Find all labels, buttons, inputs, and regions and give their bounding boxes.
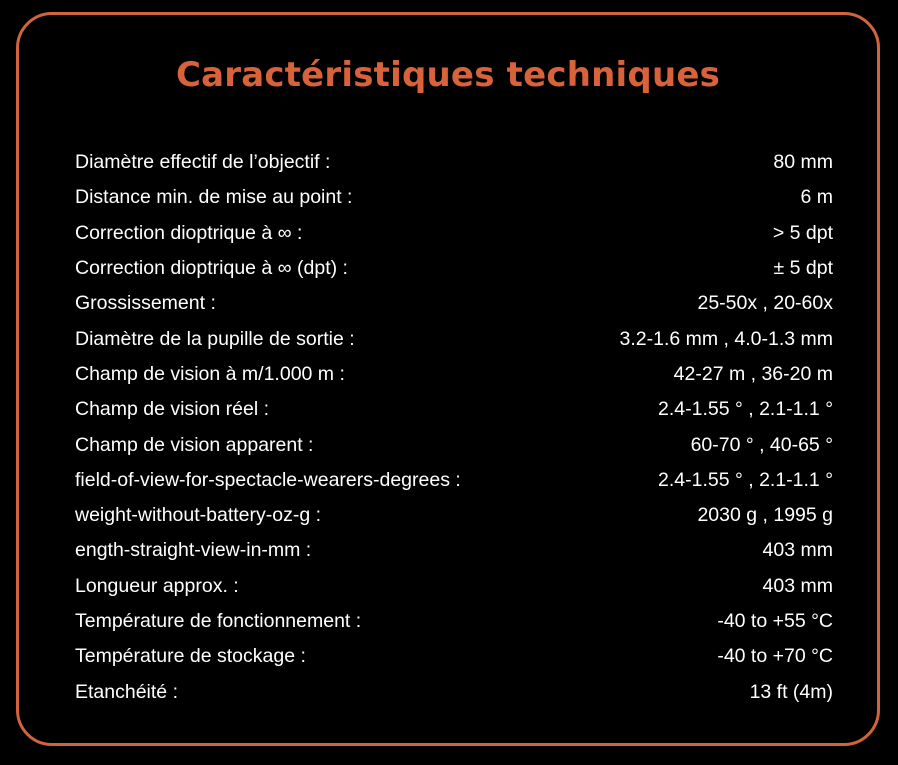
spec-value: 403 mm bbox=[762, 539, 833, 562]
spec-row bbox=[75, 180, 833, 215]
spec-value: 6 m bbox=[800, 186, 833, 209]
spec-label: Correction dioptrique à ∞ : bbox=[75, 221, 303, 244]
spec-row bbox=[75, 569, 833, 604]
spec-label: ength-straight-view-in-mm : bbox=[75, 539, 312, 562]
spec-row bbox=[75, 216, 833, 251]
spec-row bbox=[75, 286, 833, 321]
spec-row bbox=[75, 251, 833, 286]
spec-row bbox=[75, 674, 833, 709]
spec-value: 13 ft (4m) bbox=[749, 680, 833, 703]
spec-row bbox=[75, 498, 833, 533]
spec-row bbox=[75, 604, 833, 639]
spec-label: Champ de vision à m/1.000 m : bbox=[75, 362, 345, 385]
spec-label: Diamètre effectif de l’objectif : bbox=[75, 151, 331, 174]
spec-value: 60-70 ° , 40-65 ° bbox=[690, 433, 833, 456]
spec-label: Champ de vision apparent : bbox=[75, 433, 314, 456]
spec-row bbox=[75, 533, 833, 568]
page-title: Caractéristiques techniques bbox=[175, 55, 721, 95]
spec-label: weight-without-battery-oz-g : bbox=[75, 504, 322, 527]
spec-value: -40 to +70 °C bbox=[717, 645, 833, 668]
specs-list bbox=[75, 145, 833, 710]
spec-row bbox=[75, 427, 833, 462]
spec-value: 3.2-1.6 mm , 4.0-1.3 mm bbox=[619, 327, 833, 350]
spec-value: 2030 g , 1995 g bbox=[697, 504, 833, 527]
spec-label: Température de fonctionnement : bbox=[75, 610, 362, 632]
spec-label: Température de stockage : bbox=[75, 645, 306, 668]
specs-card bbox=[16, 12, 880, 746]
spec-label: Champ de vision réel : bbox=[75, 398, 270, 421]
spec-value: 80 mm bbox=[773, 151, 833, 174]
spec-row bbox=[75, 392, 833, 427]
spec-value: 25-50x , 20-60x bbox=[697, 292, 833, 315]
spec-row bbox=[75, 639, 833, 674]
spec-value: -40 to +55 °C bbox=[717, 610, 833, 632]
spec-label: Etanchéité : bbox=[75, 680, 178, 703]
spec-label: Distance min. de mise au point : bbox=[75, 186, 353, 209]
spec-value: 2.4-1.55 ° , 2.1-1.1 ° bbox=[658, 398, 833, 421]
spec-label: Grossissement : bbox=[75, 292, 216, 315]
spec-value: ± 5 dpt bbox=[773, 257, 833, 280]
spec-row bbox=[75, 463, 833, 498]
spec-label: field-of-view-for-spectacle-wearers-degrees : bbox=[75, 468, 461, 491]
spec-value: 42-27 m , 36-20 m bbox=[673, 362, 833, 385]
spec-value: 2.4-1.55 ° , 2.1-1.1 ° bbox=[658, 468, 833, 491]
spec-value: 403 mm bbox=[762, 574, 833, 597]
spec-row bbox=[75, 321, 833, 356]
spec-row bbox=[75, 357, 833, 392]
spec-label: Diamètre de la pupille de sortie : bbox=[75, 327, 355, 350]
spec-value: > 5 dpt bbox=[772, 221, 833, 244]
spec-label: Longueur approx. : bbox=[75, 574, 239, 597]
spec-label: Correction dioptrique à ∞ (dpt) : bbox=[75, 257, 348, 280]
spec-row bbox=[75, 145, 833, 180]
